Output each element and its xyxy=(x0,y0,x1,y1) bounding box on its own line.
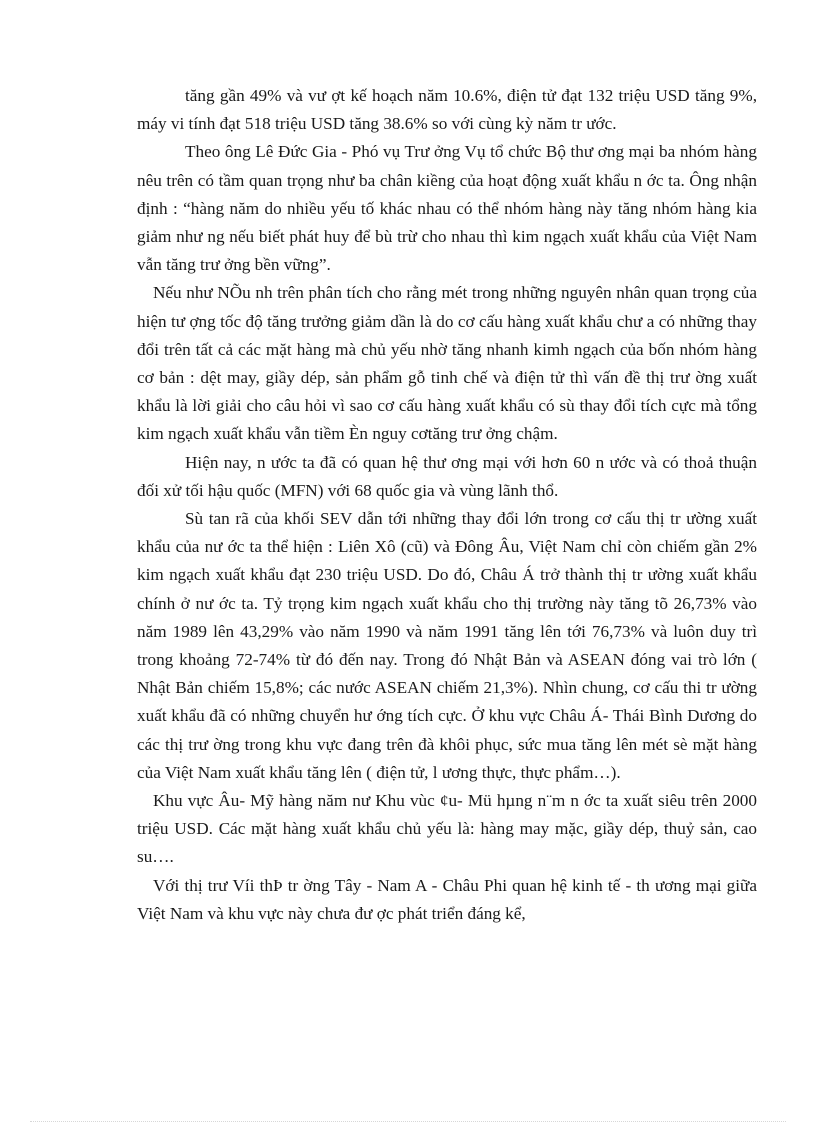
paragraph-6: Khu vực Âu- Mỹ hàng năm nư Khu vùc ¢u- Mü hµng n¨m n ớc ta xuất siêu trên 2000 triệu USD. Các mặt hàng xuất khẩu chủ yếu là: hàng may mặc, giầy dép, thuỷ sản, cao su…. xyxy=(137,791,757,867)
paragraph-7: Với thị trư Víi thÞ tr ờng Tây - Nam A - Châu Phi quan hệ kinh tế - th ương mại giữa Việt Nam và khu vực này chưa đư ợc phát triển đáng kể, xyxy=(137,875,757,923)
body-text xyxy=(137,82,757,928)
paragraph-4: Hiện nay, n ước ta đã có quan hệ thư ơng mại với hơn 60 n ước và có thoả thuận đối xử tối hậu quốc (MFN) với 68 quốc gia và vùng lãnh thổ. xyxy=(137,452,757,500)
paragraph-5: Sù tan rã của khối SEV dẫn tới những thay đổi lớn trong cơ cấu thị tr ường xuất khẩu của nư ớc ta thể hiện : Liên Xô (cũ) và Đông Âu, Việt Nam chỉ còn chiếm gần 2% kim ngạch xuất khẩu đạt 230 triệu USD. Do đó, Châu Á trở thành thị tr ường xuất khẩu chính ở nư ớc ta. Tỷ trọng kim ngạch xuất khẩu cho thị trường này tăng tõ 26,73% vào năm 1989 lên 43,29% vào năm 1990 và năm 1991 tăng lên tới 76,73% và luôn duy trì trong khoảng 72-74% từ đó đến nay. Trong đó Nhật Bản và ASEAN đóng vai trò lớn ( Nhật Bản chiếm 15,8%; các nước ASEAN chiếm 21,3%). Nhìn chung, cơ cấu thi tr ường xuất khẩu đã có những chuyển hư ớng tích cực. Ở khu vực Châu Á- Thái Bình Dương do các thị trư ờng trong khu vực đang trên đà khôi phục, sức mua tăng lên mét sè mặt hàng của Việt Nam xuất khẩu tăng lên ( điện tử, l ương thực, thực phẩm…). xyxy=(137,509,757,782)
page-bottom-divider xyxy=(30,1121,786,1122)
paragraph-3: Nếu như NÕu nh trên phân tích cho rằng mét trong những nguyên nhân quan trọng của hiện tư ợng tốc độ tăng trưởng giảm dần là do cơ cấu hàng xuất khẩu chư a có những thay đổi trên tất cả các mặt hàng mà chủ yếu nhờ tăng nhanh kimh ngạch của bốn nhóm hàng cơ bản : dệt may, giầy dép, sản phẩm gỗ tinh chế và điện tử thì vấn đề thị trư ờng xuất khẩu là lời giải cho câu hỏi vì sao cơ cấu hàng xuất khẩu có sù thay đổi tích cực mà tổng kim ngạch xuất khẩu vẫn tiềm Èn nguy cơtăng trư ởng chậm. xyxy=(137,283,757,444)
paragraph-1: tăng gần 49% và vư ợt kế hoạch năm 10.6%, điện tử đạt 132 triệu USD tăng 9%, máy vi tính đạt 518 triệu USD tăng 38.6% so với cùng kỳ năm tr ước. xyxy=(137,86,757,134)
paragraph-2: Theo ông Lê Đức Gia - Phó vụ Trư ởng Vụ tổ chức Bộ thư ơng mại ba nhóm hàng nêu trên có tầm quan trọng như ba chân kiềng của hoạt động xuất khẩu n ớc ta. Ông nhận định : “hàng năm do nhiều yếu tố khác nhau có thể nhóm hàng này tăng nhóm hàng kia giảm như ng nếu biết phát huy để bù trừ cho nhau thì kim ngạch xuất khẩu của Việt Nam vẫn tăng trư ởng bền vững”. xyxy=(137,142,757,275)
